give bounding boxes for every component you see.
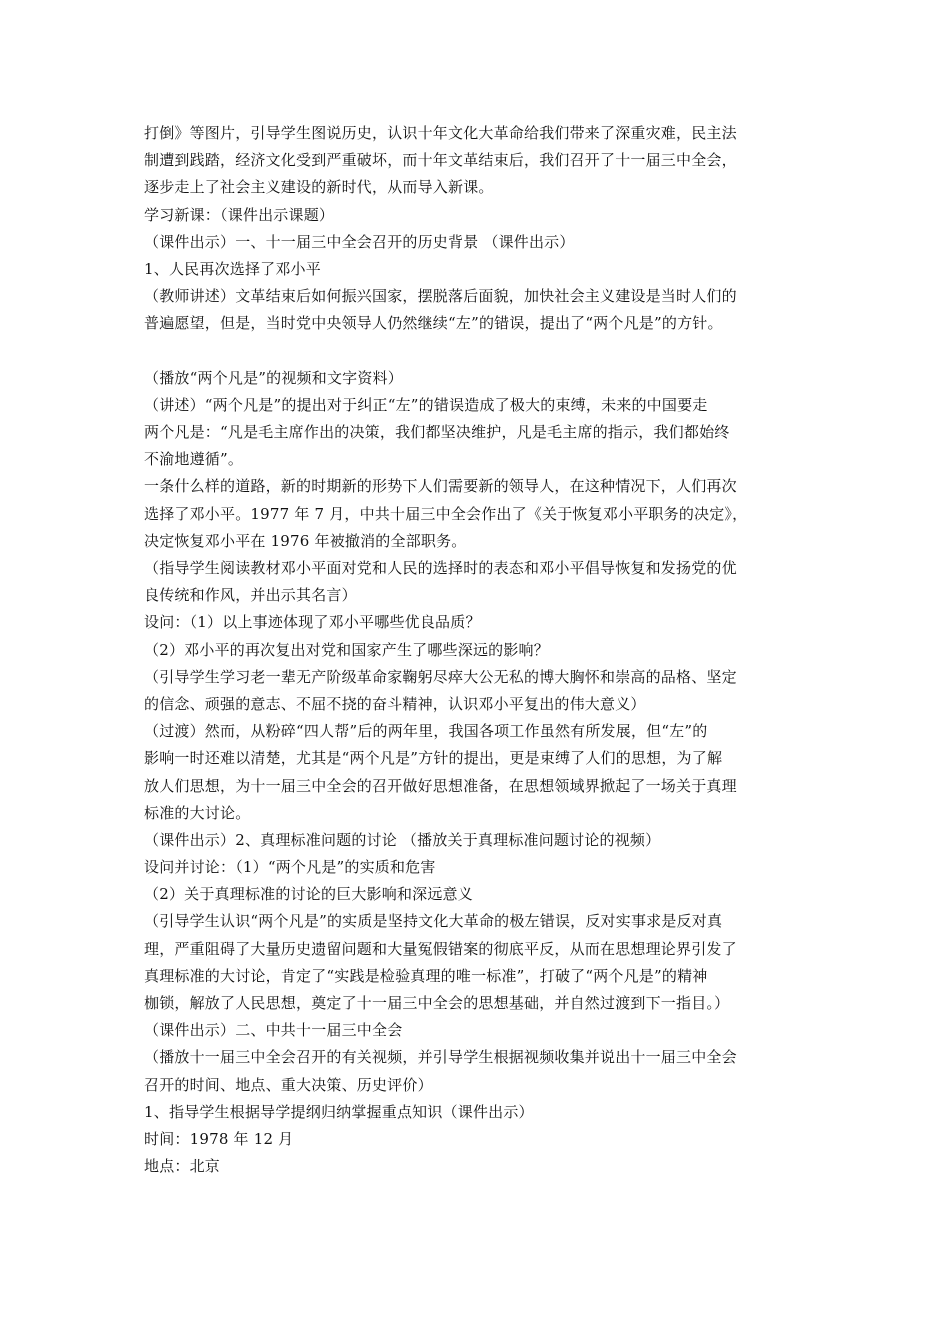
text-line: 选择了邓小平。1977 年 7 月，中共十届三中全会作出了《关于恢复邓小平职务的决定》， [144, 504, 748, 523]
text-line: （引导学生认识“两个凡是”的实质是坚持文化大革命的极左错误，反对实事求是反对真 [144, 912, 723, 931]
text-line: （教师讲述）文革结束后如何振兴国家，摆脱落后面貌，加快社会主义建设是当时人们的 [144, 287, 737, 306]
text-line: 的信念、顽强的意志、不屈不挠的奋斗精神，认识邓小平复出的伟大意义） [144, 694, 646, 713]
text-line: 放人们思想，为十一届三中全会的召开做好思想准备，在思想领域界掀起了一场关于真理 [144, 776, 737, 795]
text-line: 打倒》等图片，引导学生图说历史，认识十年文化大革命给我们带来了深重灾难，民主法 [144, 124, 737, 142]
text-line: 制遭到践踏，经济文化受到严重破坏，而十年文革结束后，我们召开了十一届三中全会， [144, 151, 737, 170]
text-line: 1、指导学生根据导学提纲归纳掌握重点知识（课件出示） [144, 1102, 534, 1121]
document-body [144, 120, 844, 1180]
text-line: 召开的时间、地点、重大决策、历史评价） [144, 1075, 433, 1094]
text-line: 标准的大讨论。 [144, 803, 251, 822]
text-line: 时间：1978 年 12 月 [144, 1129, 294, 1148]
blank-line [144, 338, 844, 365]
text-line: （课件出示）一、十一届三中全会召开的历史背景 （课件出示） [144, 232, 575, 251]
text-line: 良传统和作风，并出示其名言） [144, 586, 357, 605]
text-line: （引导学生学习老一辈无产阶级革命家鞠躬尽瘁大公无私的博大胸怀和崇高的品格、坚定 [144, 667, 737, 686]
text-line: （2）关于真理标准的讨论的巨大影响和深远意义 [144, 885, 473, 904]
text-line: （课件出示）2、真理标准问题的讨论 （播放关于真理标准问题讨论的视频） [144, 830, 661, 849]
text-line: （2）邓小平的再次复出对党和国家产生了哪些深远的影响？ [144, 640, 549, 659]
text-line: 设问：（1）以上事迹体现了邓小平哪些优良品质？ [144, 613, 481, 632]
text-line: 学习新课：（课件出示课题） [144, 205, 335, 224]
text-line: （过渡）然而，从粉碎“四人帮”后的两年里，我国各项工作虽然有所发展，但“左”的 [144, 722, 708, 741]
text-line: 真理标准的大讨论，肯定了“实践是检验真理的唯一标准”，打破了“两个凡是”的精神 [144, 966, 708, 985]
text-line: 设问并讨论：（1）“两个凡是”的实质和危害 [144, 858, 436, 877]
text-line: （课件出示）二、中共十一届三中全会 [144, 1021, 403, 1040]
text-line: 一条什么样的道路，新的时期新的形势下人们需要新的领导人，在这种情况下，人们再次 [144, 477, 737, 496]
text-line: 不渝地遵循”。 [144, 450, 244, 469]
text-line: 逐步走上了社会主义建设的新时代，从而导入新课。 [144, 178, 494, 197]
text-line: 理，严重阻碍了大量历史遗留问题和大量冤假错案的彻底平反，从而在思想理论界引发了 [144, 939, 737, 958]
text-line: 1、人民再次选择了邓小平 [144, 259, 321, 278]
text-line: （讲述）“两个凡是”的提出对于纠正“左”的错误造成了极大的束缚，未来的中国要走 [144, 395, 708, 414]
text-line: （指导学生阅读教材邓小平面对党和人民的选择时的表态和邓小平倡导恢复和发扬党的优 [144, 559, 737, 577]
text-line: （播放十一届三中全会召开的有关视频，并引导学生根据视频收集并说出十一届三中全会 [144, 1048, 737, 1067]
text-line: 枷锁，解放了人民思想，奠定了十一届三中全会的思想基础，并自然过渡到下一指目。） [144, 994, 730, 1012]
text-line: 决定恢复邓小平在 1976 年被撤消的全部职务。 [144, 531, 467, 550]
text-line: （播放“两个凡是”的视频和文字资料） [144, 368, 403, 387]
text-line: 普遍愿望，但是，当时党中央领导人仍然继续“左”的错误，提出了“两个凡是”的方针。 [144, 314, 723, 333]
text-line: 两个凡是：“凡是毛主席作出的决策，我们都坚决维护，凡是毛主席的指示，我们都始终 [144, 423, 730, 442]
text-line: 影响一时还难以清楚，尤其是“两个凡是”方针的提出，更是束缚了人们的思想，为了解 [144, 749, 723, 768]
text-line: 地点：北京 [144, 1157, 221, 1176]
